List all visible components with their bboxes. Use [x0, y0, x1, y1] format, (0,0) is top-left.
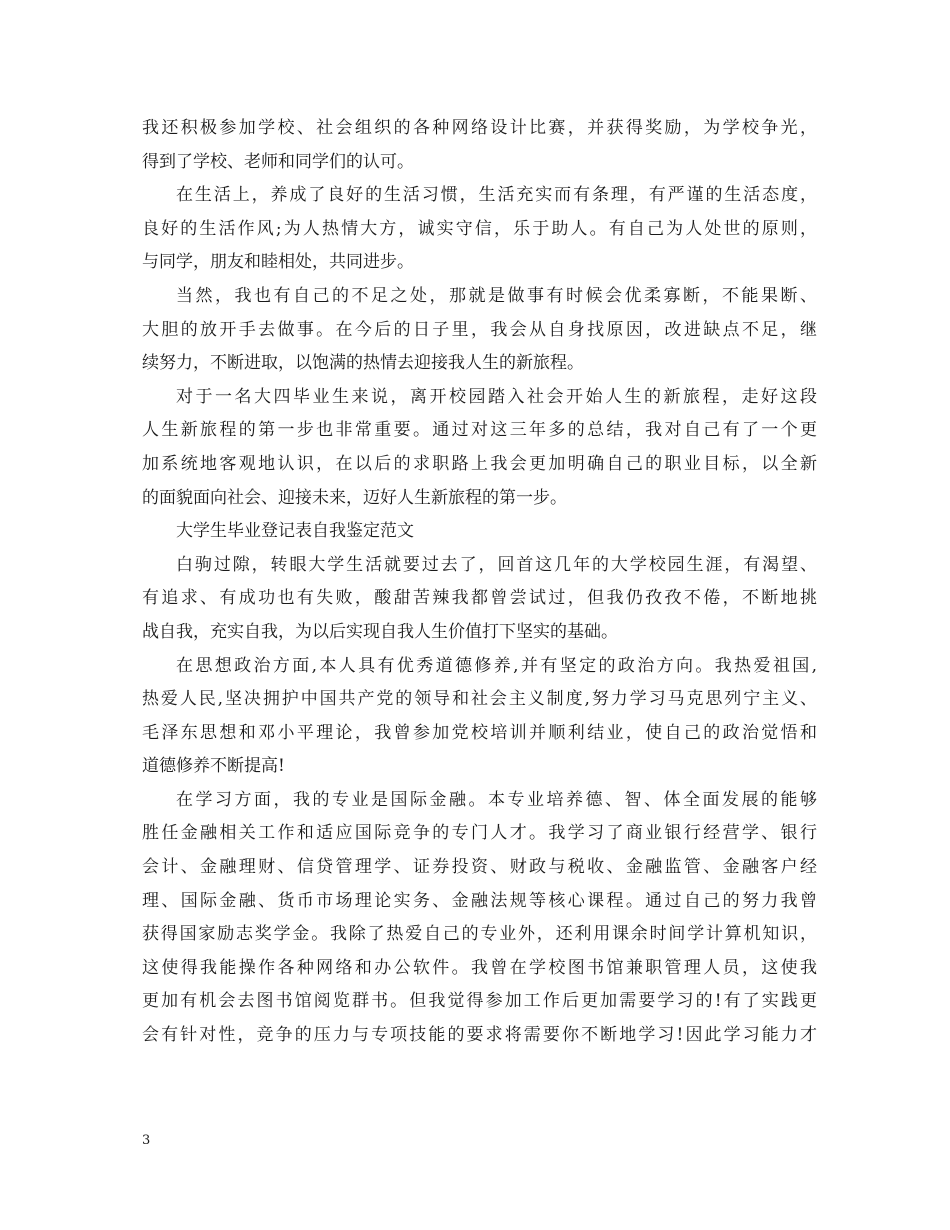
document-body	[142, 112, 817, 1053]
text-line: 加系统地客观地认识，在以后的求职路上我会更加明确自己的职业目标，以全新	[142, 453, 817, 474]
text-line: 在生活上，养成了良好的生活习惯，生活充实而有条理，有严谨的生活态度，	[176, 185, 817, 206]
text-line: 会计、金融理财、信贷管理学、证券投资、财政与税收、金融监管、金融客户经	[142, 857, 817, 878]
text-line: 有追求、有成功也有失败，酸甜苦辣我都曾尝试过，但我仍孜孜不倦，不断地挑	[142, 588, 817, 609]
text-line: 在思想政治方面,本人具有优秀道德修养,并有坚定的政治方向。我热爱祖国,	[176, 655, 817, 676]
text-line: 战自我，充实自我，为以后实现自我人生价值打下坚实的基础。	[142, 621, 618, 642]
text-line: 大胆的放开手去做事。在今后的日子里，我会从自身找原因，改进缺点不足，继	[142, 319, 817, 340]
text-line: 我还积极参加学校、社会组织的各种网络设计比赛，并获得奖励，为学校争光，	[142, 118, 817, 138]
text-line: 更加有机会去图书馆阅览群书。但我觉得参加工作后更加需要学习的!有了实践更	[142, 991, 817, 1012]
text-line: 白驹过隙，转眼大学生活就要过去了，回首这几年的大学校园生涯，有渴望、	[176, 554, 817, 575]
text-line: 与同学，朋友和睦相处，共同进步。	[142, 252, 414, 273]
text-line: 理、国际金融、货币市场理论实务、金融法规等核心课程。通过自己的努力我曾	[142, 890, 817, 911]
text-line: 胜任金融相关工作和适应国际竞争的专门人才。我学习了商业银行经营学、银行	[142, 823, 817, 844]
text-line: 会有针对性，竞争的压力与专项技能的要求将需要你不断地学习!因此学习能力才	[142, 1025, 817, 1046]
text-line: 获得国家励志奖学金。我除了热爱自己的专业外，还利用课余时间学计算机知识，	[142, 924, 817, 945]
section-heading: 大学生毕业登记表自我鉴定范文	[176, 521, 414, 542]
text-line: 得到了学校、老师和同学们的认可。	[142, 151, 414, 172]
page-number: 3	[142, 1133, 151, 1148]
text-line: 这使得我能操作各种网络和办公软件。我曾在学校图书馆兼职管理人员，这使我	[142, 957, 817, 978]
text-line: 当然，我也有自己的不足之处，那就是做事有时候会优柔寡断，不能果断、	[176, 285, 817, 306]
text-line: 续努力，不断进取，以饱满的热情去迎接我人生的新旅程。	[142, 353, 584, 374]
text-line: 对于一名大四毕业生来说，离开校园踏入社会开始人生的新旅程，走好这段	[176, 386, 817, 407]
text-line: 热爱人民,坚决拥护中国共产党的领导和社会主义制度,努力学习马克思列宁主义、	[142, 689, 817, 710]
text-line: 人生新旅程的第一步也非常重要。通过对这三年多的总结，我对自己有了一个更	[142, 420, 817, 441]
text-line: 毛泽东思想和邓小平理论，我曾参加党校培训并顺利结业，使自己的政治觉悟和	[142, 722, 817, 743]
text-line: 在学习方面，我的专业是国际金融。本专业培养德、智、体全面发展的能够	[176, 789, 817, 810]
text-line: 的面貌面向社会、迎接未来，迈好人生新旅程的第一步。	[142, 487, 567, 508]
text-line: 道德修养不断提高!	[142, 756, 285, 777]
text-line: 良好的生活作风;为人热情大方，诚实守信，乐于助人。有自己为人处世的原则，	[142, 218, 817, 239]
